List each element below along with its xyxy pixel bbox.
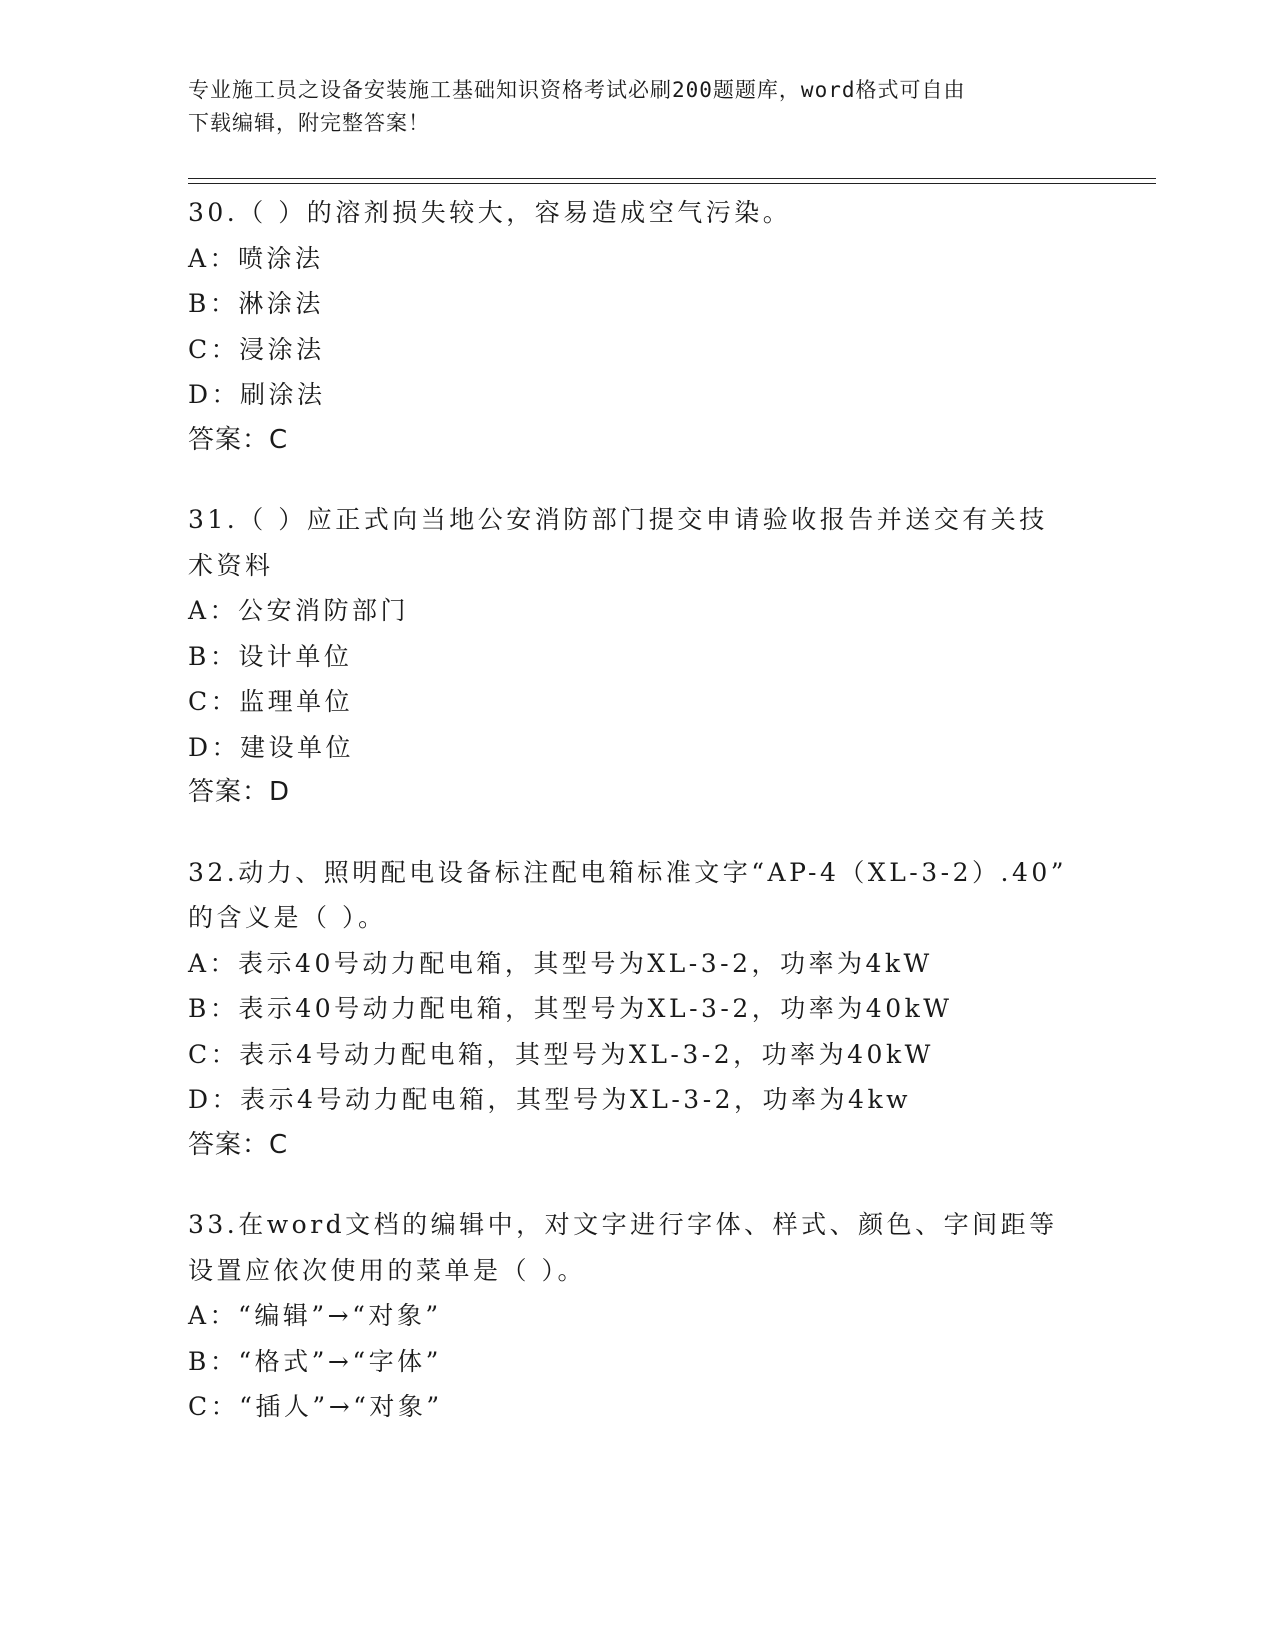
header-divider-top bbox=[188, 178, 1156, 179]
question-option: C：“插人”→“对象” bbox=[188, 1392, 443, 1421]
answer-line: 答案：C bbox=[188, 1129, 289, 1160]
question-block bbox=[188, 497, 1068, 816]
question-option: A：公安消防部门 bbox=[188, 596, 410, 625]
question-stem: 的含义是（ ）。 bbox=[188, 903, 387, 932]
question-option: B：表示40号动力配电箱，其型号为XL-3-2，功率为40kW bbox=[188, 994, 953, 1023]
question-option: A：表示40号动力配电箱，其型号为XL-3-2，功率为4kW bbox=[188, 948, 933, 978]
header-divider-bottom bbox=[188, 183, 1156, 184]
question-option: C：表示4号动力配电箱，其型号为XL-3-2，功率为40kW bbox=[188, 1039, 934, 1069]
question-option: A：“编辑”→“对象” bbox=[188, 1301, 442, 1330]
document-header bbox=[188, 74, 1068, 140]
question-option: B：设计单位 bbox=[188, 641, 353, 671]
header-line-2: 下载编辑，附完整答案！ bbox=[188, 111, 430, 135]
question-stem: 设置应依次使用的菜单是（ ）。 bbox=[188, 1255, 586, 1285]
question-option: C：监理单位 bbox=[188, 687, 354, 716]
question-stem: 32.动力、照明配电设备标注配电箱标准文字“AP-4（XL-3-2）.40” bbox=[188, 857, 1068, 887]
question-stem: 30.（ ）的溶剂损失较大，容易造成空气污染。 bbox=[188, 198, 792, 227]
question-block bbox=[188, 1202, 1068, 1430]
question-block bbox=[188, 850, 1068, 1169]
question-stem: 33.在word文档的编辑中，对文字进行字体、样式、颜色、字间距等 bbox=[188, 1210, 1058, 1239]
question-stem: 术资料 bbox=[188, 550, 274, 580]
question-option: D：表示4号动力配电箱，其型号为XL-3-2，功率为4kw bbox=[188, 1085, 912, 1114]
question-stem: 31.（ ）应正式向当地公安消防部门提交申请验收报告并送交有关技 bbox=[188, 505, 1048, 534]
header-line-1: 专业施工员之设备安装施工基础知识资格考试必刷200题题库，word格式可自由 bbox=[188, 78, 966, 102]
answer-line: 答案：D bbox=[188, 777, 291, 807]
answer-line: 答案：C bbox=[188, 424, 289, 455]
question-option: A：喷涂法 bbox=[188, 243, 324, 273]
question-option: B：淋涂法 bbox=[188, 289, 324, 318]
question-option: D：刷涂法 bbox=[188, 380, 326, 409]
question-option: D：建设单位 bbox=[188, 732, 355, 762]
question-block bbox=[188, 190, 1068, 463]
question-option: B：“格式”→“字体” bbox=[188, 1346, 442, 1376]
question-list bbox=[188, 190, 1068, 1464]
question-option: C：浸涂法 bbox=[188, 334, 325, 364]
